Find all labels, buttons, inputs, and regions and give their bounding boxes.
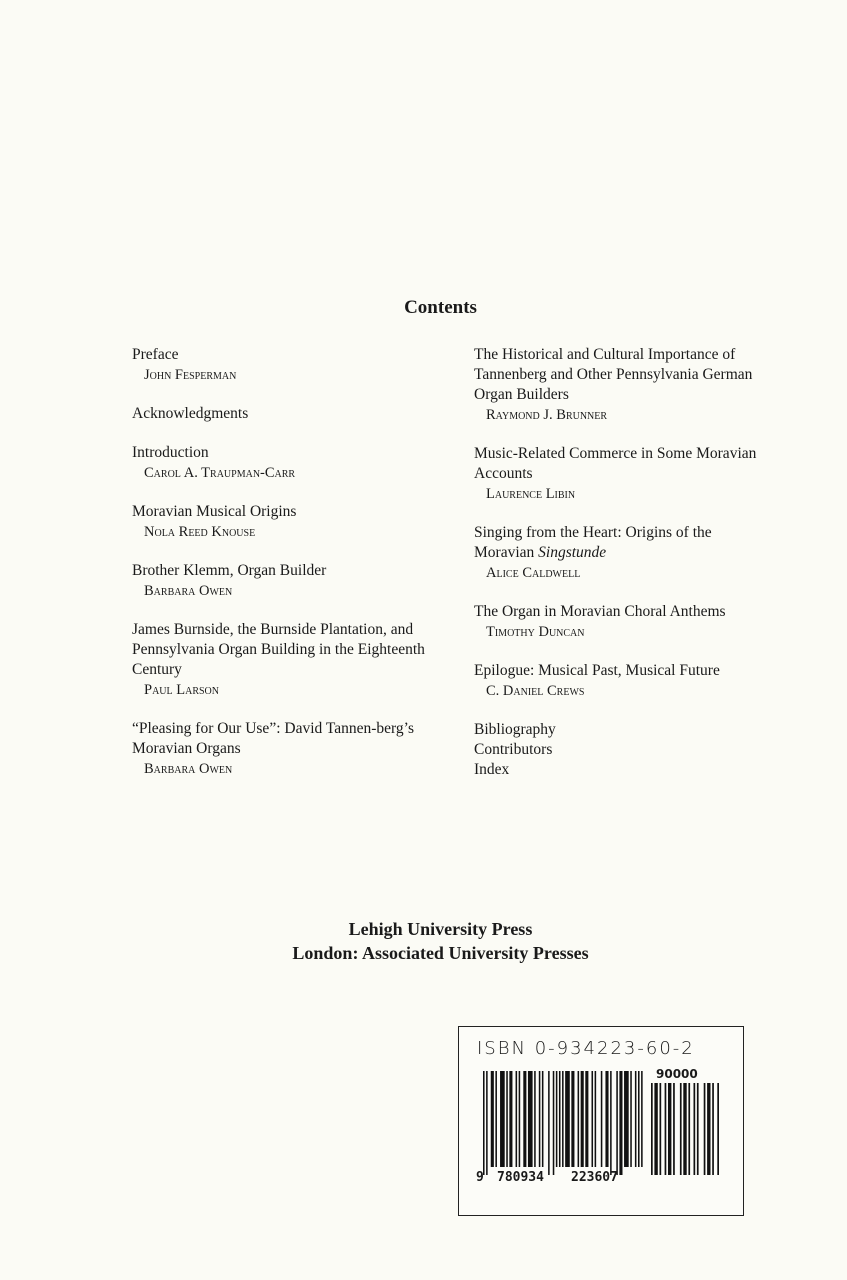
toc-entry-author: Nola Reed Knouse [144, 524, 256, 540]
isbn-barcode [458, 1026, 744, 1216]
toc-entry-author: Laurence Libin [486, 486, 576, 502]
toc-entry [132, 404, 432, 424]
barcode-bar [486, 1071, 488, 1175]
barcode-bar [610, 1071, 612, 1175]
barcode-bar [605, 1071, 608, 1167]
toc-entry-title: Acknowledgments [132, 405, 249, 422]
barcode-bar [534, 1071, 536, 1167]
barcode-bar [624, 1071, 629, 1167]
barcode-bar [641, 1071, 643, 1167]
barcode-bar [712, 1083, 714, 1175]
barcode-bar [680, 1083, 682, 1175]
barcode-bar [668, 1083, 671, 1175]
toc-entry-title: The Organ in Moravian Choral Anthems [474, 603, 726, 620]
contents-right-column [474, 345, 774, 780]
barcode-bar [673, 1083, 675, 1175]
toc-entry-title: Epilogue: Musical Past, Musical Future [474, 662, 720, 679]
toc-entry-title: Introduction [132, 444, 209, 461]
barcode-bar [578, 1071, 580, 1167]
toc-entry [132, 719, 432, 779]
barcode-bar [585, 1071, 588, 1167]
barcode-bar [595, 1071, 597, 1167]
barcode-addon-number: 90000 [656, 1067, 698, 1081]
back-matter-item: Bibliography [474, 721, 556, 738]
barcode-bar [654, 1083, 657, 1175]
barcode-bar [697, 1083, 699, 1175]
barcode-bar [635, 1071, 637, 1167]
toc-entry-title: Brother Klemm, Organ Builder [132, 562, 327, 579]
back-matter-item: Contributors [474, 741, 553, 758]
toc-entry-author: Barbara Owen [144, 583, 233, 599]
toc-entry-title: “Pleasing for Our Use”: David Tannen-berg’s Moravian Organs [132, 720, 415, 757]
barcode-bar [601, 1071, 603, 1167]
barcode-addon-bars [651, 1083, 729, 1175]
toc-entry [474, 523, 774, 583]
toc-entry-author: Barbara Owen [144, 761, 233, 777]
toc-entry [132, 561, 432, 601]
toc-entry [132, 443, 432, 483]
barcode-bar [565, 1071, 570, 1167]
toc-entry-title: James Burnside, the Burnside Plantation, and Pennsylvania Organ Building in the Eighteenth Century [132, 621, 425, 678]
barcode-bar [630, 1071, 632, 1167]
barcode-bar [638, 1071, 640, 1167]
barcode-bar [717, 1083, 719, 1175]
publisher-block [0, 917, 847, 965]
toc-entry [132, 345, 432, 385]
toc-entry-title: Preface [132, 346, 179, 363]
barcode-bar [548, 1071, 550, 1175]
contents-left-column [132, 345, 432, 798]
publisher-name: Lehigh University Press [348, 919, 533, 939]
barcode-bar [553, 1071, 555, 1175]
toc-entry [474, 602, 774, 642]
barcode-bar [665, 1083, 667, 1175]
toc-entry-author: Carol A. Traupman-Carr [144, 465, 296, 481]
toc-entry-author: Timothy Duncan [486, 624, 585, 640]
barcode-main-bars [483, 1071, 643, 1175]
barcode-bar [683, 1083, 686, 1175]
toc-entry-title [474, 523, 774, 563]
barcode-bar [571, 1071, 574, 1167]
barcode-bar [519, 1071, 521, 1167]
barcode-bar [651, 1083, 653, 1175]
barcode-bar [694, 1083, 696, 1175]
publisher-location: London: Associated University Presses [292, 943, 589, 963]
barcode-bar [556, 1071, 558, 1167]
toc-entry-title: Music-Related Commerce in Some Moravian Accounts [474, 445, 757, 482]
contents-heading: Contents [404, 297, 477, 318]
barcode-bar [483, 1071, 485, 1175]
toc-entry-author: Alice Caldwell [486, 565, 581, 581]
barcode-bar [619, 1071, 622, 1175]
toc-entry-author: John Fesperman [144, 367, 237, 383]
barcode-bar [559, 1071, 561, 1167]
toc-entry [474, 661, 774, 701]
barcode-bar [581, 1071, 584, 1167]
back-matter-item: Index [474, 761, 510, 778]
barcode-bar [616, 1071, 618, 1175]
toc-entry-title-italic: Singstunde [538, 544, 607, 561]
isbn-text: ISBN 0-934223-60-2 [477, 1038, 695, 1059]
barcode-bar [562, 1071, 564, 1167]
barcode-bar [592, 1071, 594, 1167]
toc-entry [132, 502, 432, 542]
barcode-bar [500, 1071, 505, 1167]
barcode-digit-lead: 9 [476, 1170, 484, 1185]
toc-entry-title: Moravian Musical Origins [132, 503, 297, 520]
barcode-bar [495, 1071, 497, 1167]
barcode-bar [539, 1071, 541, 1167]
toc-entry-title: The Historical and Cultural Importance of Tannenberg and Other Pennsylvania German Organ Builders [474, 346, 753, 403]
toc-entry [132, 620, 432, 700]
barcode-bar [542, 1071, 544, 1167]
barcode-digits-left: 780934 [497, 1170, 544, 1185]
toc-entry-title-text: Singing from the Heart: Origins of the Moravian [474, 524, 712, 561]
barcode-bar [528, 1071, 533, 1167]
barcode-bar [688, 1083, 690, 1175]
barcode-bar [707, 1083, 710, 1175]
toc-entry-author: C. Daniel Crews [486, 683, 585, 699]
toc-entry [474, 345, 774, 425]
barcode-bar [506, 1071, 508, 1167]
toc-entry-author: Raymond J. Brunner [486, 407, 608, 423]
barcode-bar [704, 1083, 706, 1175]
back-matter-list [474, 720, 774, 780]
barcode-bar [509, 1071, 512, 1167]
barcode-bar [523, 1071, 526, 1167]
barcode-bar [516, 1071, 518, 1167]
barcode-digits-right: 223607 [571, 1170, 618, 1185]
toc-entry-author: Paul Larson [144, 682, 219, 698]
barcode-bar [660, 1083, 662, 1175]
barcode-bar [491, 1071, 494, 1167]
toc-entry [474, 444, 774, 504]
